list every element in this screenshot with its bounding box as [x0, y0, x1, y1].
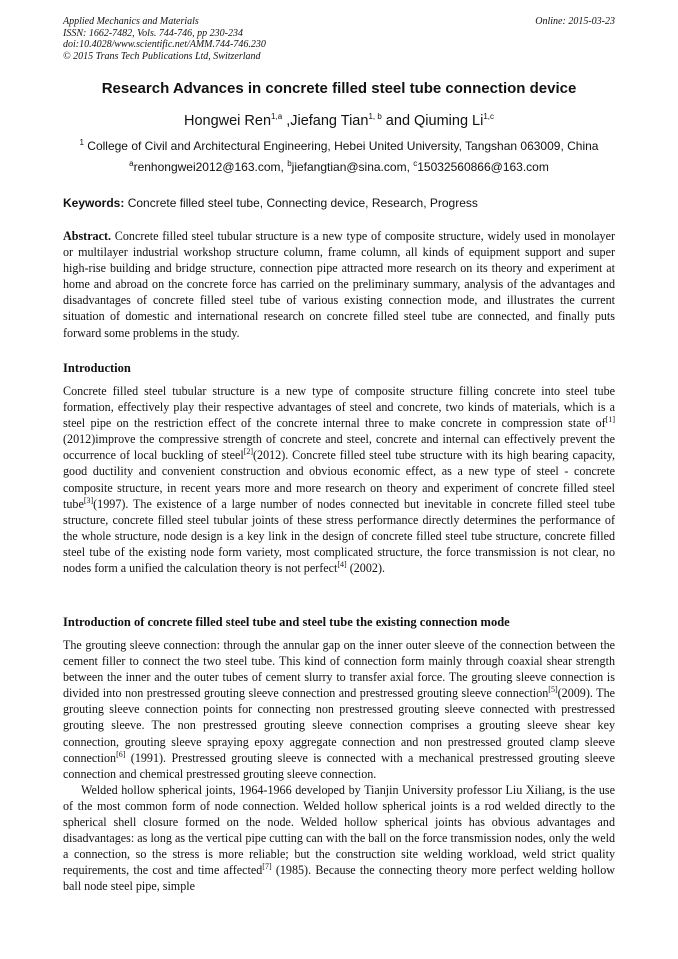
author-separator: and [381, 113, 415, 129]
section-heading-introduction: Introduction [63, 361, 131, 375]
email-sup: a [129, 159, 134, 168]
author-affil-sup: 1,c [483, 112, 495, 122]
citation-sup: [5] [548, 685, 558, 695]
email-list [40, 160, 638, 174]
text-run: (1991). Prestressed grouting sleeve is connected with a mechanical prestressed grouting sleeve connection and chemical prestressed grouting sleeve connection. [63, 750, 615, 781]
paper-title: Research Advances in concrete filled steel tube connection device [101, 80, 577, 97]
text-run: (1997). The existence of a large number of nodes connected but inevitable in concrete filled steel tube structure, concrete filled steel tubular joints of these stress performance directly determines the performance of the whole structure, node design is a key link in the design of concrete filled steel tube structure, concrete filled steel tube of the existing node form variety, most complicated structure, the force transmission is not clear, no nodes form a unified the calculation theory is not perfect [63, 496, 615, 576]
citation-sup: [1] [605, 415, 615, 425]
text-run: Concrete filled steel tubular structure is a new type of composite structure filling concrete into steel tube formation, effectively play their respective advantages of steel and concrete, two kinds of materials, which is a steel pipe on the restriction effect of the concrete internal three to make concrete in compression state of [63, 384, 615, 431]
affiliation [40, 139, 638, 153]
issn-line: ISSN: 1662-7482, Vols. 744-746, pp 230-234 [63, 27, 243, 39]
introduction-body [63, 383, 615, 576]
copyright-line: © 2015 Trans Tech Publications Ltd, Switzerland [63, 50, 261, 62]
email-sup: c [413, 159, 418, 168]
text-run: (2009). The grouting sleeve connection points for connecting non prestressed grouting sleeve connected with prestressed grouting sleeve. The non prestressed grouting sleeve connection comprises a grouting sleeve shear key connection, grouting sleeve spraying epoxy aggregate connection and non prestressed grouted clamp sleeve connection [63, 686, 615, 765]
connection-mode-body [63, 637, 615, 895]
text-run: (2012). Concrete filled steel tube structure with its high bearing capacity, good ductility and convenient construction and obvious economic effect, as a new type of steel - concrete composite structure, in recent years more and more research on theory and experiment of concrete filled steel tube [63, 448, 615, 511]
keywords-label: Keywords: [63, 196, 125, 210]
journal-header [63, 16, 615, 62]
citation-sup: [7] [262, 862, 272, 872]
section-heading-connection-mode: Introduction of concrete filled steel tube and steel tube the existing connection mode [63, 615, 510, 629]
citation-sup: [4] [337, 560, 347, 569]
abstract-text: Concrete filled steel tubular structure is a new type of composite structure, widely used in monolayer or multilayer industrial workshop structure column, frame column, all kinds of equipment support and super high-rise building and bridge structure, connection pipe attracted more research on its theory and experiment at home and abroad on the concrete force has carried on the preliminary summary, analysis of the advantages and disadvantages of concrete filled steel tube of various existing connection mode, and illustrates the current situation of domestic and international research on concrete filled steel tube are connected, and finally puts forward some problems in the study. [63, 229, 615, 340]
email-text: 15032560866@163.com [417, 160, 549, 174]
keywords [63, 196, 615, 210]
text-run: (2002). [346, 561, 385, 576]
text-run: (2012)improve the compressive strength of concrete and steel, concrete and internal can effectively prevent the occurrence of local buckling of steel [63, 432, 615, 463]
email-text: renhongwei2012@163.com, [133, 160, 288, 174]
affiliation-sup: 1 [79, 138, 84, 147]
paragraph [63, 782, 615, 895]
abstract-label: Abstract. [63, 229, 112, 243]
author-name: Qiuming Li [414, 113, 484, 129]
keywords-text: Concrete filled steel tube, Connecting device, Research, Progress [124, 196, 478, 210]
text-run: Welded hollow spherical joints, 1964-1966 developed by Tianjin University professor Liu Xiliang, is the use of the most common form of node connection. Welded hollow spherical joints is a rod welded directly to the spherical shell closure formed on the node. Welded hollow spherical joints has obvious advantages and disadvantages: as long as the vertical pipe cutting can with the ball on the force transmission nodes, only the weld a connection, so the stress is more reliable; but the construction site welding workload, weld strict quality requirements, the cost and time affected [63, 782, 615, 878]
journal-name: Applied Mechanics and Materials [63, 16, 199, 27]
doi-line: doi:10.4028/www.scientific.net/AMM.744-746.230 [63, 39, 266, 51]
abstract [63, 228, 615, 341]
author-list [40, 113, 638, 129]
citation-sup: [2] [243, 447, 254, 457]
text-run: The grouting sleeve connection: through the annular gap on the inner outer sleeve of the connection between the cement filler to connect the two steel tube. This kind of connection form mainly through coaxial shear strength between the inner and the outer tubes of cement slurry to transfer axial force. The grouting sleeve connection is divided into non prestressed grouting sleeve connection and prestressed grouting sleeve connection [63, 638, 615, 701]
author-affil-sup: 1, b [368, 112, 382, 122]
citation-sup: [6] [116, 749, 126, 759]
author-name: Hongwei Ren [183, 113, 272, 129]
citation-sup: [3] [83, 495, 94, 505]
author-name: Jiefang Tian [290, 113, 369, 129]
affiliation-text: College of Civil and Architectural Engineering, Hebei United University, Tangshan 063009, China [83, 139, 599, 153]
author-separator: , [282, 113, 291, 129]
online-date: Online: 2015-03-23 [535, 16, 615, 27]
email-text: jiefangtian@sina.com, [291, 160, 414, 174]
paragraph [63, 637, 615, 782]
text-run: (1985). Because the connecting theory more perfect welding hollow ball node steel pipe, simple [63, 863, 616, 894]
paragraph [63, 383, 615, 576]
author-affil-sup: 1,a [271, 112, 283, 122]
email-sup: b [287, 159, 292, 168]
